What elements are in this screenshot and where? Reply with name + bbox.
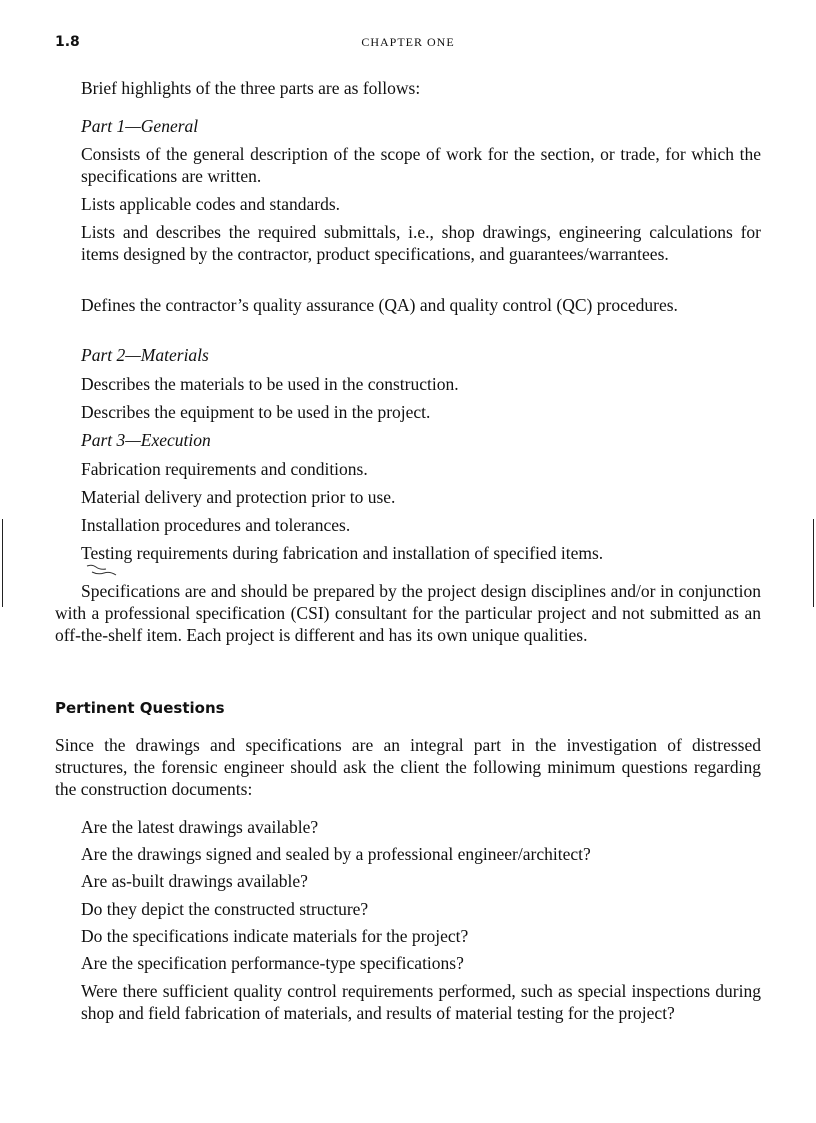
question-item: Do the specifications indicate materials for the project? — [81, 926, 469, 946]
right-edge-mark — [813, 519, 814, 607]
section-heading: Pertinent Questions — [55, 699, 225, 717]
part3-item: Installation procedures and tolerances. — [81, 515, 351, 535]
part3-item: Fabrication requirements and conditions. — [81, 459, 368, 479]
page-number: 1.8 — [55, 34, 80, 50]
question-item: Are as-built drawings available? — [81, 871, 308, 891]
part3-item: Material delivery and protection prior to use. — [81, 487, 396, 507]
question-item: Are the specification performance-type specifications? — [81, 953, 464, 973]
question-item: Do they depict the constructed structure? — [81, 899, 369, 919]
chapter-title: CHAPTER ONE — [361, 35, 455, 49]
question-item: Are the latest drawings available? — [81, 817, 319, 837]
part1-item: Lists applicable codes and standards. — [81, 194, 341, 214]
part1-item: Defines the contractor’s quality assurance (QA) and quality control (QC) procedures. — [81, 295, 678, 315]
part1-item: Consists of the general description of the scope of work for the section, or trade, for which the specifications are written. — [81, 144, 761, 186]
question-item: Were there sufficient quality control requirements performed, such as special inspections during shop and field fabrication of materials, and results of material testing for the project? — [81, 981, 761, 1023]
part1-item: Lists and describes the required submittals, i.e., shop drawings, engineering calculations for items designed by the contractor, product specifications, and guarantees/warrantees. — [81, 222, 761, 264]
part3-title: Part 3—Execution — [81, 430, 211, 450]
handwritten-mark-icon — [86, 563, 126, 577]
page-header — [55, 34, 761, 54]
question-item: Are the drawings signed and sealed by a professional engineer/architect? — [81, 844, 591, 864]
part2-title: Part 2—Materials — [81, 345, 209, 365]
intro-text: Brief highlights of the three parts are as follows: — [81, 78, 421, 98]
part2-item: Describes the equipment to be used in the project. — [81, 402, 431, 422]
part3-item: Testing requirements during fabrication and installation of specified items. — [81, 543, 604, 563]
left-edge-mark — [2, 519, 3, 607]
part1-title: Part 1—General — [81, 116, 199, 136]
questions-intro: Since the drawings and specifications are an integral part in the investigation of distressed structures, the forensic engineer should ask the client the following minimum questions regarding the construction documents: — [55, 735, 761, 799]
part2-item: Describes the materials to be used in the construction. — [81, 374, 459, 394]
specifications-paragraph: Specifications are and should be prepared by the project design disciplines and/or in conjunction with a professional specification (CSI) consultant for the particular project and not submitted as an off-the-shelf item. Each project is different and has its own unique qualities. — [55, 581, 761, 645]
